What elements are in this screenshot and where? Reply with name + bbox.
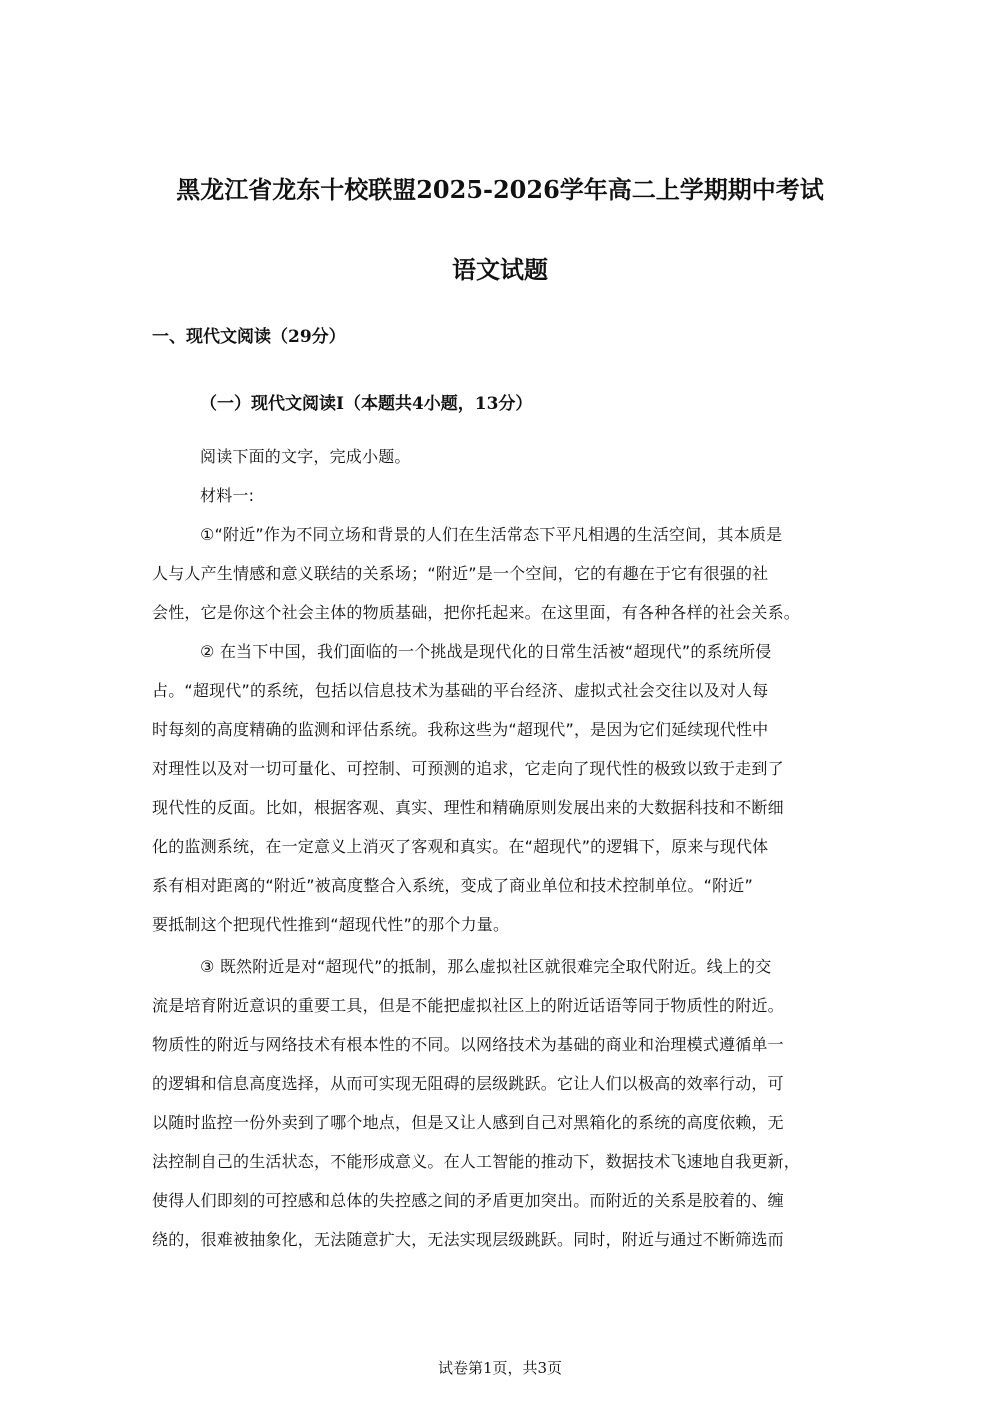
paragraph-line: ③ 既然附近是对“超现代”的抵制，那么虚拟社区就很难完全取代附近。线上的交 <box>200 957 772 976</box>
paragraph-line: 现代性的反面。比如，根据客观、真实、理性和精确原则发展出来的大数据科技和不断细 <box>152 798 784 817</box>
paragraph-line: 以随时监控一份外卖到了哪个地点，但是又让人感到自己对黑箱化的系统的高度依赖，无 <box>152 1113 784 1132</box>
reading-instruction <box>152 437 852 476</box>
paragraph-3 <box>152 947 852 1259</box>
instruction-text: 阅读下面的文字，完成小题。 <box>200 447 411 466</box>
paragraph-line: 会性，它是你这个社会主体的物质基础，把你托起来。在这里面，有各种各样的社会关系。 <box>152 603 801 622</box>
paragraph-line: 系有相对距离的“附近”被高度整合入系统，变成了商业单位和技术控制单位。“附近” <box>152 876 753 895</box>
section-heading: 一、现代文阅读（29分） <box>152 327 346 347</box>
page-footer: 试卷第1页，共3页 <box>437 1359 563 1377</box>
paragraph-line: ①“附近”作为不同立场和背景的人们在生活常态下平凡相遇的生活空间，其本质是 <box>200 525 783 544</box>
paragraph-line: 法控制自己的生活状态，不能形成意义。在人工智能的推动下，数据技术飞速地自我更新， <box>152 1152 801 1171</box>
material-label-text: 材料一: <box>200 486 255 505</box>
paragraph-2 <box>152 632 852 944</box>
paragraph-line: 对理性以及对一切可量化、可控制、可预测的追求，它走向了现代性的极致以致于走到了 <box>152 759 784 778</box>
paragraph-line: 使得人们即刻的可控感和总体的失控感之间的矛盾更加突出。而附近的关系是胶着的、缠 <box>152 1191 784 1210</box>
paragraph-line: 时每刻的高度精确的监测和评估系统。我称这些为“超现代”，是因为它们延续现代性中 <box>152 720 769 739</box>
paragraph-line: ② 在当下中国，我们面临的一个挑战是现代化的日常生活被“超现代”的系统所侵 <box>200 642 772 661</box>
paragraph-line: 占。“超现代”的系统，包括以信息技术为基础的平台经济、虚拟式社会交往以及对人每 <box>152 681 769 700</box>
paragraph-1 <box>152 515 852 632</box>
paragraph-line: 绕的，很难被抽象化，无法随意扩大，无法实现层级跳跃。同时，附近与通过不断筛选而 <box>152 1230 784 1249</box>
exam-title: 黑龙江省龙东十校联盟2025-2026学年高二上学期期中考试 <box>176 175 824 204</box>
material-label <box>152 476 852 515</box>
subsection-heading: （一）现代文阅读I（本题共4小题，13分） <box>200 394 533 414</box>
paragraph-line: 的逻辑和信息高度选择，从而可实现无阻碍的层级跳跃。它让人们以极高的效率行动，可 <box>152 1074 784 1093</box>
paragraph-line: 物质性的附近与网络技术有根本性的不同。以网络技术为基础的商业和治理模式遵循单一 <box>152 1035 784 1054</box>
paragraph-line: 化的监测系统，在一定意义上消灭了客观和真实。在“超现代”的逻辑下，原来与现代体 <box>152 837 769 856</box>
paragraph-line: 要抵制这个把现代性推到“超现代性”的那个力量。 <box>152 915 510 934</box>
exam-subject-title: 语文试题 <box>452 255 548 284</box>
paragraph-line: 人与人产生情感和意义联结的关系场；“附近”是一个空间，它的有趣在于它有很强的社 <box>152 564 769 583</box>
paragraph-line: 流是培育附近意识的重要工具，但是不能把虚拟社区上的附近话语等同于物质性的附近。 <box>152 996 784 1015</box>
